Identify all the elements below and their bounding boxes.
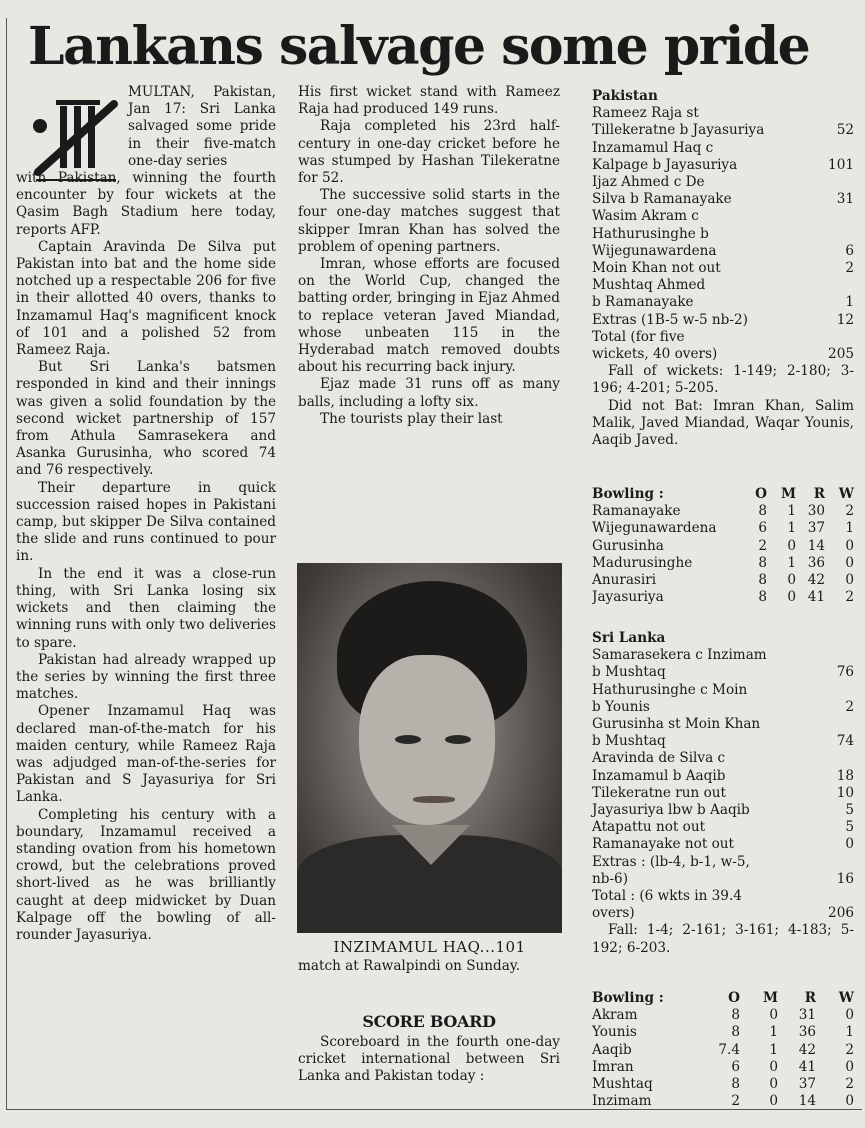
- batting-line: [592, 733, 854, 750]
- bowler-name: Gurusinha: [592, 537, 664, 554]
- bowling-row: [592, 520, 854, 537]
- pakistan-bowling-table: [592, 486, 854, 606]
- batting-line: [592, 905, 854, 922]
- article-paragraph: Completing his century with a boundary, Inzamamul received a standing ovation from his hometown crowd, but the celebrations proved short-lived as he was brilliantly caught at deep midwicket by Duan Kalpage off the bowling of all-rounder Jayasuriya.: [16, 806, 276, 943]
- bowling-figure: 0: [769, 1058, 778, 1075]
- runs-value: 18: [836, 767, 854, 784]
- team-name: Sri Lanka: [592, 630, 666, 646]
- batting-line: [592, 122, 854, 139]
- article-paragraph: match at Rawalpindi on Sunday.: [298, 958, 521, 974]
- scoreboard-intro: [298, 1034, 560, 1086]
- batting-line: [592, 294, 854, 311]
- bowling-figure: 7.4: [718, 1041, 740, 1058]
- bowler-name: Anurasiri: [592, 572, 657, 589]
- runs-value: 74: [836, 733, 854, 750]
- article-paragraph: Pakistan had already wrapped up the series by winning the first three matches.: [16, 651, 276, 703]
- batting-line: [592, 888, 854, 905]
- bowling-row: [592, 589, 854, 606]
- dateline-paragraph: MULTAN, Pakistan, Jan 17: Sri Lanka salvaged some pride in their five-match one-day series: [128, 84, 276, 169]
- article-paragraph: Ejaz made 31 runs off as many balls, including a lofty six.: [298, 376, 560, 410]
- batting-line: [592, 699, 854, 716]
- batsman-text: Ramanayake not out: [592, 836, 735, 853]
- bowling-figure: R: [813, 486, 825, 502]
- article-paragraph: Raja completed his 23rd half-century in one-day cricket before he was stumped by Hashan Tilekeratne for 52.: [298, 118, 560, 187]
- bowling-figure: 2: [845, 503, 854, 520]
- batting-line: [592, 854, 854, 871]
- batsman-text: Inzamamul Haq c: [592, 139, 714, 156]
- team-name: Pakistan: [592, 88, 658, 104]
- bowling-figure: 8: [731, 1076, 740, 1093]
- runs-value: 31: [836, 191, 854, 208]
- bowling-figure: O: [755, 486, 767, 502]
- fall-of-wickets: Fall of wickets: 1-149; 2-180; 3-196; 4-201; 5-205.: [592, 363, 854, 397]
- bowling-figure: O: [728, 990, 740, 1006]
- srilanka-bowling-table: [592, 990, 854, 1110]
- batsman-text: Inzamamul b Aaqib: [592, 767, 726, 784]
- batting-line: [592, 140, 854, 157]
- bowling-figure: 8: [758, 503, 767, 520]
- runs-value: 52: [836, 122, 854, 139]
- bowling-row: [592, 1059, 854, 1076]
- bowling-figure: 0: [769, 1076, 778, 1093]
- bowling-figure: 8: [758, 589, 767, 606]
- bowling-figure: 42: [807, 572, 825, 589]
- runs-value: 6: [845, 242, 854, 259]
- article-paragraph: Their departure in quick succession raised hopes in Pakistani camp, but skipper De Silva contained the slide and runs continued to pour in.: [16, 479, 276, 565]
- bowling-figure: 1: [769, 1024, 778, 1041]
- batting-line: [592, 191, 854, 208]
- batting-line: [592, 105, 854, 122]
- bowling-figure: 36: [798, 1024, 816, 1041]
- bowling-figure: 1: [845, 1024, 854, 1041]
- bowling-figure: 0: [845, 1058, 854, 1075]
- article-paragraph: In the end it was a close-run thing, with Sri Lanka losing six wickets and then claiming the winning runs with only two deliveries to spare.: [16, 565, 276, 651]
- batsman-text: Gurusinha st Moin Khan: [592, 716, 761, 733]
- batting-line: [592, 174, 854, 191]
- bowling-figure: 1: [787, 520, 796, 537]
- bowling-figure: 1: [845, 520, 854, 537]
- batsman-text: Jayasuriya lbw b Aaqib: [592, 802, 750, 819]
- batting-line: [592, 871, 854, 888]
- bowling-figure: 0: [845, 1093, 854, 1110]
- batting-line: [592, 785, 854, 802]
- bowling-figure: 2: [758, 537, 767, 554]
- bowler-name: Inzimam: [592, 1093, 652, 1110]
- article-paragraph: Opener Inzamamul Haq was declared man-of-the-match for his maiden century, while Rameez Raja was adjudged man-of-the-series for Pakistan and S Jayasuriya for Sri Lanka.: [16, 703, 276, 806]
- runs-value: 2: [845, 698, 854, 715]
- batting-line: [592, 682, 854, 699]
- bowler-name: Younis: [592, 1024, 637, 1041]
- batsman-text: Wasim Akram c: [592, 208, 699, 225]
- article-column-1: [16, 84, 276, 944]
- bowling-row: [592, 1076, 854, 1093]
- batsman-text: Mushtaq Ahmed: [592, 277, 706, 294]
- bowling-figure: 8: [758, 572, 767, 589]
- batsman-text: nb-6): [592, 870, 629, 887]
- bowling-figure: 2: [731, 1093, 740, 1110]
- bowler-name: Imran: [592, 1058, 634, 1075]
- bowling-figure: 14: [807, 537, 825, 554]
- batting-line: [592, 750, 854, 767]
- article-paragraph: Captain Aravinda De Silva put Pakistan into bat and the home side notched up a respectable 206 for five in their allotted 40 overs, thanks to Inzamamul Haq's magnificent knock of 101 and a polished 52 from Rameez Raja.: [16, 238, 276, 359]
- batting-line: [592, 664, 854, 681]
- batsman-text: b Mushtaq: [592, 664, 666, 681]
- bowling-figure: 42: [798, 1041, 816, 1058]
- batsman-text: Hathurusinghe b: [592, 225, 709, 242]
- batting-line: [592, 260, 854, 277]
- batting-line: [592, 243, 854, 260]
- batsman-text: Tilekeratne run out: [592, 784, 727, 801]
- bowling-figure: W: [838, 486, 854, 502]
- batsman-text: Silva b Ramanayake: [592, 191, 732, 208]
- bowling-figure: W: [838, 990, 854, 1006]
- did-not-bat: Did not Bat: Imran Khan, Salim Malik, Javed Miandad, Waqar Younis, Aaqib Javed.: [592, 397, 854, 449]
- batting-line: [592, 157, 854, 174]
- runs-value: 16: [836, 870, 854, 887]
- bowling-figure: 0: [845, 554, 854, 571]
- bowling-figure: R: [804, 990, 816, 1006]
- bowler-name: Wijegunawardena: [592, 520, 717, 537]
- article-paragraph: Scoreboard in the fourth one-day cricket international between Sri Lanka and Pakistan today :: [298, 1034, 560, 1085]
- batsman-text: Total (for five: [592, 328, 685, 345]
- batting-line: [592, 647, 854, 664]
- bowling-row: [592, 555, 854, 572]
- bowling-figure: 1: [769, 1041, 778, 1058]
- bowling-row: [592, 572, 854, 589]
- bowling-figure: 0: [787, 589, 796, 606]
- bowling-figure: 30: [807, 503, 825, 520]
- batting-line: [592, 329, 854, 346]
- bowling-row: [592, 1007, 854, 1024]
- bowling-label: Bowling :: [592, 990, 664, 1006]
- srilanka-scorecard: [592, 630, 854, 957]
- batsman-text: Ijaz Ahmed c De: [592, 174, 705, 191]
- bowling-header-row: [592, 990, 854, 1007]
- bowling-header-row: [592, 486, 854, 503]
- batting-line: [592, 836, 854, 853]
- article-paragraph: with Pakistan, winning the fourth encounter by four wickets at the Qasim Bagh Stadium here today, reports AFP.: [16, 170, 276, 238]
- bowling-figure: 0: [845, 537, 854, 554]
- runs-value: 76: [836, 664, 854, 681]
- batting-line: [592, 346, 854, 363]
- bowling-figure: 0: [769, 1007, 778, 1024]
- runs-value: 12: [836, 311, 854, 328]
- article-paragraph: But Sri Lanka's batsmen responded in kind and their innings was given a solid foundation by the second wicket partnership of 157 from Athula Samrasekera and Asanka Gurusinha, who scored 74 and 76 respectively.: [16, 359, 276, 479]
- batsman-text: Hathurusinghe c Moin: [592, 681, 748, 698]
- batsman-text: Aravinda de Silva c: [592, 750, 726, 767]
- bowling-figure: 37: [807, 520, 825, 537]
- batting-line: [592, 768, 854, 785]
- batsman-text: Samarasekera c Inzimam: [592, 647, 767, 664]
- article-column-2: [298, 84, 560, 428]
- bowling-row: [592, 503, 854, 520]
- batsman-text: Moin Khan not out: [592, 260, 721, 277]
- runs-value: 101: [828, 156, 854, 173]
- batting-line: [592, 226, 854, 243]
- batsman-text: b Ramanayake: [592, 294, 694, 311]
- runs-value: 205: [828, 346, 854, 363]
- bowling-figure: 8: [758, 554, 767, 571]
- article-paragraph: The tourists play their last: [320, 410, 503, 427]
- scoreboard-heading: SCORE BOARD: [362, 1012, 496, 1031]
- photo-caption: INZIMAMUL HAQ...101: [333, 938, 526, 956]
- bowling-figure: 2: [845, 1041, 854, 1058]
- batting-line: [592, 208, 854, 225]
- batting-line: [592, 312, 854, 329]
- bowler-name: Ramanayake: [592, 503, 681, 520]
- bowling-figure: 37: [798, 1076, 816, 1093]
- bowling-figure: 0: [769, 1093, 778, 1110]
- batsman-text: wickets, 40 overs): [592, 346, 718, 363]
- bowling-figure: 0: [845, 572, 854, 589]
- article-paragraph: Imran, whose efforts are focused on the World Cup, changed the batting order, bringing in Ejaz Ahmed to replace veteran Javed Miandad, whose unbeaten 115 in the Hyderabad match removed doubts about his recurring back injury.: [298, 256, 560, 376]
- batsman-text: Tillekeratne b Jayasuriya: [592, 122, 765, 139]
- bowler-name: Aaqib: [592, 1041, 632, 1058]
- bowling-figure: 0: [787, 537, 796, 554]
- batsman-text: Extras : (lb-4, b-1, w-5,: [592, 853, 750, 870]
- batsman-text: overs): [592, 905, 635, 922]
- fall-of-wickets: Fall: 1-4; 2-161; 3-161; 4-183; 5-192; 6-203.: [592, 922, 854, 956]
- bowling-figure: 0: [845, 1007, 854, 1024]
- bowling-figure: 14: [798, 1093, 816, 1110]
- batting-line: [592, 802, 854, 819]
- bowling-figure: 31: [798, 1007, 816, 1024]
- headline: Lankans salvage some pride: [28, 16, 810, 77]
- batting-line: [592, 716, 854, 733]
- batsman-text: Kalpage b Jayasuriya: [592, 156, 738, 173]
- article-paragraph: His first wicket stand with Rameez Raja had produced 149 runs.: [298, 84, 560, 118]
- bowling-figure: 41: [798, 1058, 816, 1075]
- article-continuation: [298, 958, 560, 975]
- bowling-figure: 8: [731, 1024, 740, 1041]
- bowling-figure: 2: [845, 1076, 854, 1093]
- bowler-name: Akram: [592, 1007, 638, 1024]
- runs-value: 1: [845, 294, 854, 311]
- bowler-name: Mushtaq: [592, 1076, 653, 1093]
- bowling-figure: 0: [787, 572, 796, 589]
- bowling-figure: 6: [758, 520, 767, 537]
- runs-value: 2: [845, 260, 854, 277]
- bowling-figure: M: [762, 990, 778, 1006]
- bowling-figure: 2: [845, 589, 854, 606]
- bowling-figure: 8: [731, 1007, 740, 1024]
- pakistan-scorecard: [592, 88, 854, 449]
- runs-value: 0: [845, 836, 854, 853]
- bowling-row: [592, 538, 854, 555]
- batsman-text: Extras (1B-5 w-5 nb-2): [592, 311, 748, 328]
- bowling-row: [592, 1093, 854, 1110]
- runs-value: 206: [828, 905, 854, 922]
- batting-line: [592, 819, 854, 836]
- runs-value: 10: [836, 784, 854, 801]
- runs-value: 5: [845, 819, 854, 836]
- player-photo: [297, 563, 562, 933]
- bowling-row: [592, 1042, 854, 1059]
- batsman-text: Total : (6 wkts in 39.4: [592, 888, 742, 905]
- bowling-row: [592, 1024, 854, 1041]
- bowling-figure: 1: [787, 503, 796, 520]
- bowling-figure: 36: [807, 554, 825, 571]
- left-column-rule: [6, 18, 7, 1110]
- batsman-text: b Mushtaq: [592, 733, 666, 750]
- batsman-text: b Younis: [592, 698, 650, 715]
- bowling-figure: 6: [731, 1058, 740, 1075]
- batsman-text: Rameez Raja st: [592, 105, 699, 122]
- article-paragraph: The successive solid starts in the four one-day matches suggest that skipper Imran Khan has solved the problem of opening partners.: [298, 187, 560, 255]
- bowling-figure: 41: [807, 589, 825, 606]
- bowling-label: Bowling :: [592, 486, 664, 502]
- runs-value: 5: [845, 802, 854, 819]
- batsman-text: Atapattu not out: [592, 819, 706, 836]
- bowler-name: Madurusinghe: [592, 554, 693, 571]
- bowling-figure: M: [780, 486, 796, 502]
- bowling-figure: 1: [787, 554, 796, 571]
- bowler-name: Jayasuriya: [592, 589, 664, 606]
- batsman-text: Wijegunawardena: [592, 242, 717, 259]
- batting-line: [592, 277, 854, 294]
